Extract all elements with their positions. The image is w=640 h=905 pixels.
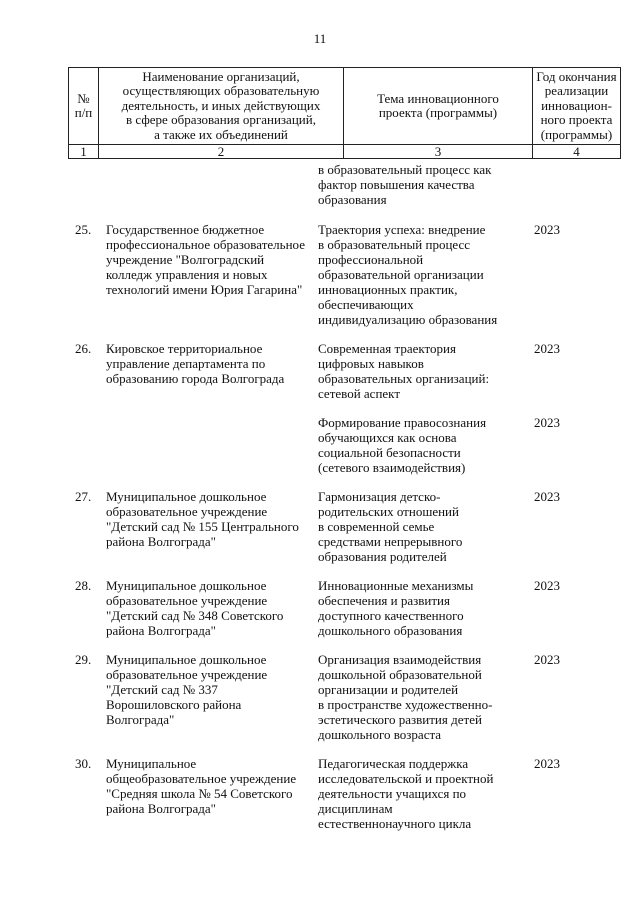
header-topic-label: Тема инновационного проекта (программы) — [377, 90, 499, 120]
header-year-label: Год окончания реализации инновацион- ного проекта (программы) — [536, 68, 617, 142]
row-number: 30. — [75, 756, 92, 771]
page-number: 11 — [313, 31, 327, 46]
row-organization: Муниципальное дошкольное образовательное учреждение "Детский сад № 155 Центрального района Волгограда" — [106, 489, 299, 549]
row-year: 2023 — [534, 578, 560, 593]
row-topic: Современная траектория цифровых навыков образовательных организаций: сетевой аспект — [318, 341, 490, 401]
row-number: 25. — [75, 222, 92, 237]
row-year: 2023 — [534, 489, 560, 504]
header-organization-label: Наименование организаций, осуществляющих образовательную деятельность, и иных действующих в сфере образования организаций, а также их объединений — [121, 68, 321, 142]
row-organization: Государственное бюджетное профессиональное образовательное учреждение "Волгоградский колледж управления и новых технологий имени Юрия Гагарина" — [106, 222, 305, 297]
row-year: 2023 — [534, 341, 560, 356]
row-organization: Муниципальное дошкольное образовательное учреждение "Детский сад № 348 Советского района Волгограда" — [106, 578, 284, 638]
row-topic: Инновационные механизмы обеспечения и развития доступного качественного дошкольного образования — [318, 578, 474, 638]
row-topic: Организация взаимодействия дошкольной образовательной организации и родителей в пространстве художественно- эстетического развития детей дошкольного возраста — [318, 652, 493, 742]
column-number-3: 3 — [344, 145, 533, 159]
row-topic: Гармонизация детско- родительских отношений в современной семье средствами непрерывного образования родителей — [318, 489, 463, 564]
row-number: 29. — [75, 652, 92, 667]
column-number-1: 1 — [69, 145, 99, 159]
row-year-secondary: 2023 — [534, 415, 560, 430]
row-organization: Муниципальное общеобразовательное учреждение "Средняя школа № 54 Советского района Волгограда" — [106, 756, 297, 816]
row-number: 28. — [75, 578, 92, 593]
row-organization: Муниципальное дошкольное образовательное учреждение "Детский сад № 337 Ворошиловского района Волгограда" — [106, 652, 268, 727]
row-year: 2023 — [534, 756, 560, 771]
column-number-2: 2 — [99, 145, 344, 159]
row-organization: Кировское территориальное управление департамента по образованию города Волгограда — [106, 341, 285, 386]
column-number-4: 4 — [533, 145, 621, 159]
row-topic: Траектория успеха: внедрение в образовательный процесс профессиональной образовательной организации инновационных практик, обеспечивающих индивидуализацию образования — [318, 222, 498, 327]
row-number: 26. — [75, 341, 92, 356]
row-year: 2023 — [534, 222, 560, 237]
row-topic-secondary: Формирование правосознания обучающихся как основа социальной безопасности (сетевого взаимодействия) — [318, 415, 487, 475]
continuation-topic: в образовательный процесс как фактор повышения качества образования — [318, 162, 492, 207]
row-year: 2023 — [534, 652, 560, 667]
row-number: 27. — [75, 489, 92, 504]
row-topic: Педагогическая поддержка исследовательской и проектной деятельности учащихся по дисциплинам естественнонаучного цикла — [318, 756, 494, 831]
header-number-label: № п/п — [74, 90, 93, 120]
